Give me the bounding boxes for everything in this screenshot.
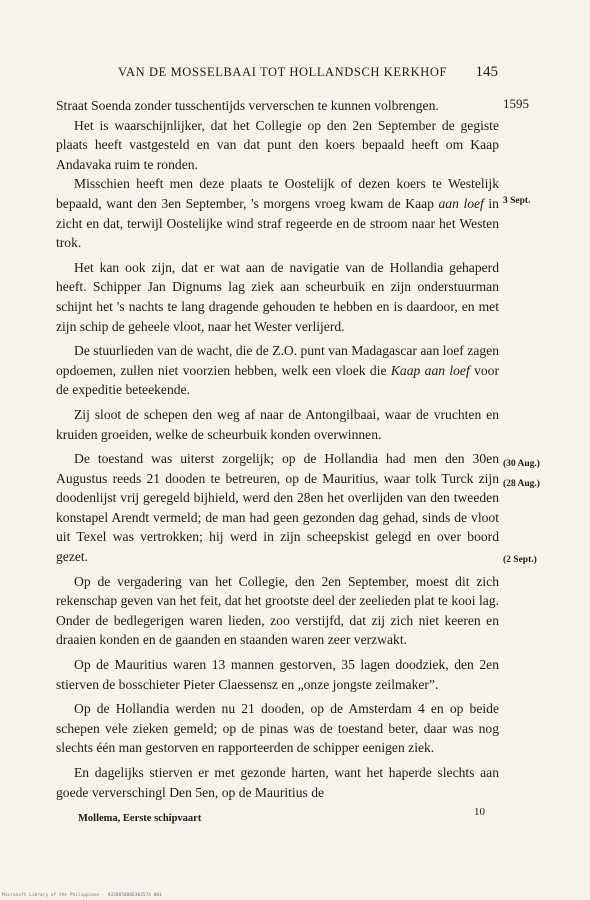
paragraph-3: Het kan ook zijn, dat er wat aan de navigatie van de Hollandia gehaperd heeft. Schipper Jan Dignums lag ziek aan scheurbuik en zijn onderstuurman schijnt het 's nachts te lang dragende gehouden te hebben en is daardoor, en met zijn schip de geheele vloot, naar het Wester verlijerd.	[56, 259, 499, 334]
body-text	[56, 96, 499, 802]
margin-year: 1595	[503, 96, 529, 111]
paragraph-1: Het is waarschijnlijker, dat het Collegie op den 2en September de gegiste plaats heeft vastgesteld en van dat punt den koers bepaald heeft om Kaap Andavaka ruim te ronden.	[56, 117, 499, 172]
margin-note-2-sept: (2 Sept.)	[503, 555, 537, 565]
paragraph-7: Op de vergadering van het Collegie, den 2en September, moest dit zich rekenschap geven van het feit, dat het grootste deel der zeelieden plat te kooi lag. Onder de bedlegerigen waren lieden, zoo verstijfd, dat zij zich niet keeren en draaien konden en de gaanden en staanden waren zeer verzwakt.	[56, 573, 499, 648]
header-title: VAN DE MOSSELBAAI TOT HOLLANDSCH KERKHOF	[118, 65, 448, 79]
footer-signature: 10	[474, 806, 485, 818]
paragraph-4-italic: Kaap aan loef	[390, 362, 470, 378]
paragraph-4-text-end: voor de expeditie beteekende.	[56, 362, 499, 398]
margin-note-30-aug: (30 Aug.)	[503, 459, 540, 469]
library-watermark: Microsoft Library of the Philippines - 9320050000303574 001	[2, 893, 162, 898]
margin-note-3-sept: 3 Sept.	[503, 196, 531, 206]
running-header	[118, 64, 498, 81]
paragraph-4-text: De stuurlieden van de wacht, die de Z.O. punt van Madagascar aan loef zagen opdoemen, zullen niet voorzien hebben, welk een vloek die	[56, 343, 499, 378]
paragraph-6: De toestand was uiterst zorgelijk; op de Hollandia had men den 30en Augustus reeds 21 dooden te betreuren, op de Mauritius, waar tolk Turck zijn doodenlijst vrij geregeld bijhield, werd den 28en het overlijden van den tweeden konstapel Arendt vermeld; de man had geen gezonden dag gehad, sinds de vloot uit Texel was vertrokken; hij werd in zijn scheepskist gelegd en over boord gezet.	[56, 451, 499, 565]
page-number: 145	[475, 64, 498, 80]
paragraph-4	[56, 341, 499, 400]
paragraph-0: Straat Soenda zonder tusschentijds ververschen te kunnen volbrengen.	[56, 98, 439, 113]
paragraph-9: Op de Hollandia werden nu 21 dooden, op de Amsterdam 4 en op beide schepen vele zieken gemeld; op de pinas was de toestand beter, daar was nog slechts één man gestorven en rapporteerden de schipper eenigen ziek.	[56, 701, 499, 756]
paragraph-5: Zij sloot de schepen den weg af naar de Antongilbaai, waar de vruchten en kruiden groeiden, welke de scheurbuik konden overwinnen.	[56, 406, 499, 442]
footer-author: Mollema, Eerste schipvaart	[78, 813, 202, 824]
paragraph-10: En dagelijks stierven er met gezonde harten, want het haperde slechts aan goede ververschingl Den 5en, op de Mauritius de	[56, 765, 499, 800]
paragraph-2	[56, 174, 499, 252]
paragraph-2-text: Misschien heeft men deze plaats te Oostelijk of dezen koers te Westelijk bepaald, want den 3en September, 's morgens vroeg kwam de Kaap	[56, 176, 499, 211]
paragraph-8: Op de Mauritius waren 13 mannen gestorven, 35 lagen doodziek, den 2en stierven de bosschieter Pieter Claessensz en „onze jongste zeilmaker”.	[56, 657, 499, 692]
margin-note-28-aug: (28 Aug.)	[503, 479, 540, 489]
paragraph-2-text-end: in zicht en dat, terwijl Oostelijke wind straf regeerde en de stroom naar het Westen trok.	[56, 195, 499, 251]
paragraph-2-italic: aan loef	[438, 195, 484, 211]
